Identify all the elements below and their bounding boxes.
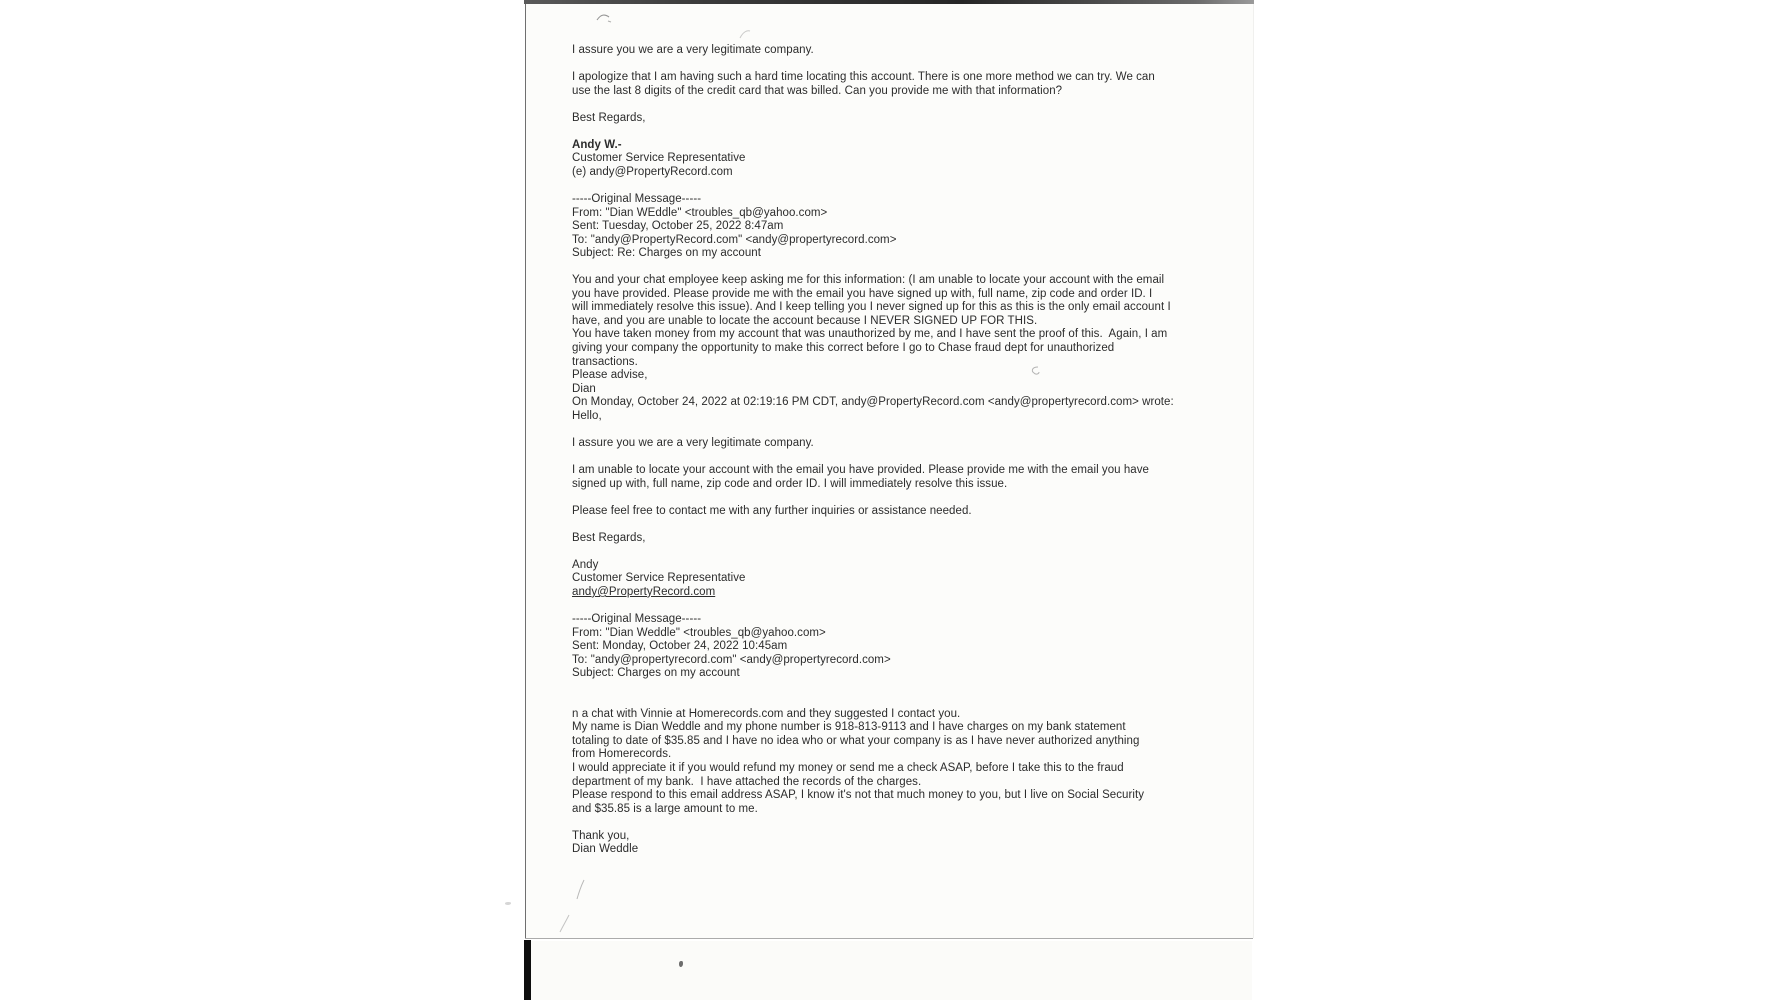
text-line (572, 518, 1212, 532)
text-line: Best Regards, (572, 531, 646, 544)
text-line (572, 98, 1212, 112)
text-line (572, 179, 1212, 193)
scan-spine-black-bar (524, 940, 531, 1000)
text-line: I apologize that I am having such a hard time locating this account. There is one more method we can try. We can (572, 71, 1155, 84)
text-line (572, 816, 1212, 830)
text-line: Customer Service Representative (572, 572, 746, 585)
text-line: From: "Dian WEddle" <troubles_qb@yahoo.com> (572, 206, 828, 219)
text-line: Thank you, (572, 829, 630, 842)
text-line: I assure you we are a very legitimate company. (572, 44, 814, 56)
text-line: Andy W.- (572, 138, 622, 151)
text-line: Andy (572, 558, 599, 571)
text-line: (e) andy@PropertyRecord.com (572, 165, 733, 178)
second-page-fragment (525, 941, 1252, 1000)
text-line: Hello, (572, 409, 602, 422)
text-line: -----Original Message----- (572, 193, 702, 206)
text-line: use the last 8 digits of the credit card that was billed. Can you provide me with that information? (572, 84, 1063, 97)
text-line: From: "Dian Weddle" <troubles_qb@yahoo.com> (572, 626, 826, 639)
text-line: To: "andy@PropertyRecord.com" <andy@propertyrecord.com> (572, 233, 897, 246)
text-line: will immediately resolve this issue). And I keep telling you I never signed up for this as this is the only email account I (572, 301, 1171, 314)
text-line: I assure you we are a very legitimate company. (572, 436, 814, 449)
text-line: signed up with, full name, zip code and order ID. I will immediately resolve this issue. (572, 477, 1008, 490)
text-line (572, 58, 1212, 72)
text-block (572, 44, 1212, 857)
text-line: totaling to date of $35.85 and I have no idea who or what your company is as I have never authorized anything (572, 734, 1140, 747)
text-line: Please respond to this email address ASAP, I know it's not that much money to you, but I live on Social Security (572, 789, 1145, 802)
text-line: You and your chat employee keep asking me for this information: (I am unable to locate your account with the email (572, 274, 1165, 287)
text-line: I am unable to locate your account with the email you have provided. Please provide me with the email you have (572, 463, 1149, 476)
text-line: have, and you are unable to locate the account because I NEVER SIGNED UP FOR THIS. (572, 314, 1038, 327)
page-bottom-edge-line (525, 938, 1253, 939)
text-line: Please feel free to contact me with any further inquiries or assistance needed. (572, 504, 972, 517)
text-line: n a chat with Vinnie at Homerecords.com and they suggested I contact you. (572, 707, 961, 720)
text-line: My name is Dian Weddle and my phone number is 918-813-9113 and I have charges on my bank statement (572, 721, 1126, 734)
text-line (572, 125, 1212, 139)
text-line (572, 261, 1212, 275)
text-line: and $35.85 is a large amount to me. (572, 802, 758, 815)
text-line (572, 545, 1212, 559)
text-line: Subject: Re: Charges on my account (572, 247, 761, 260)
scan-top-edge-strip (524, 0, 1254, 4)
text-line: giving your company the opportunity to make this correct before I go to Chase fraud dept for unauthorized (572, 342, 1115, 355)
text-line (572, 450, 1212, 464)
text-line: Customer Service Representative (572, 152, 746, 165)
text-line: Sent: Tuesday, October 25, 2022 8:47am (572, 220, 784, 233)
text-line: from Homerecords. (572, 748, 672, 761)
text-line: Please advise, (572, 369, 648, 382)
text-line: Dian (572, 382, 596, 395)
text-line: You have taken money from my account that was unauthorized by me, and I have sent the proof of this. Again, I am (572, 328, 1168, 341)
text-line: transactions. (572, 355, 638, 368)
text-line: Dian Weddle (572, 843, 639, 856)
margin-speck (505, 902, 511, 905)
text-line (572, 599, 1212, 613)
text-line: department of my bank. I have attached the records of the charges. (572, 775, 922, 788)
text-line (572, 681, 1212, 695)
text-line: To: "andy@propertyrecord.com" <andy@propertyrecord.com> (572, 653, 891, 666)
text-line: -----Original Message----- (572, 612, 702, 625)
text-line: On Monday, October 24, 2022 at 02:19:16 PM CDT, andy@PropertyRecord.com <andy@propertyrecord.com> wrote: (572, 396, 1174, 409)
email-address-underlined: andy@PropertyRecord.com (572, 585, 716, 598)
text-line: Best Regards, (572, 111, 646, 124)
text-line (572, 491, 1212, 505)
text-line: you have provided. Please provide me with the email you have signed up with, full name, zip code and order ID. I (572, 287, 1153, 300)
text-line (572, 694, 1212, 708)
text-line: Subject: Charges on my account (572, 667, 740, 680)
text-line: Sent: Monday, October 24, 2022 10:45am (572, 640, 788, 653)
text-line (572, 423, 1212, 437)
text-line: I would appreciate it if you would refund my money or send me a check ASAP, before I take this to the fraud (572, 761, 1124, 774)
